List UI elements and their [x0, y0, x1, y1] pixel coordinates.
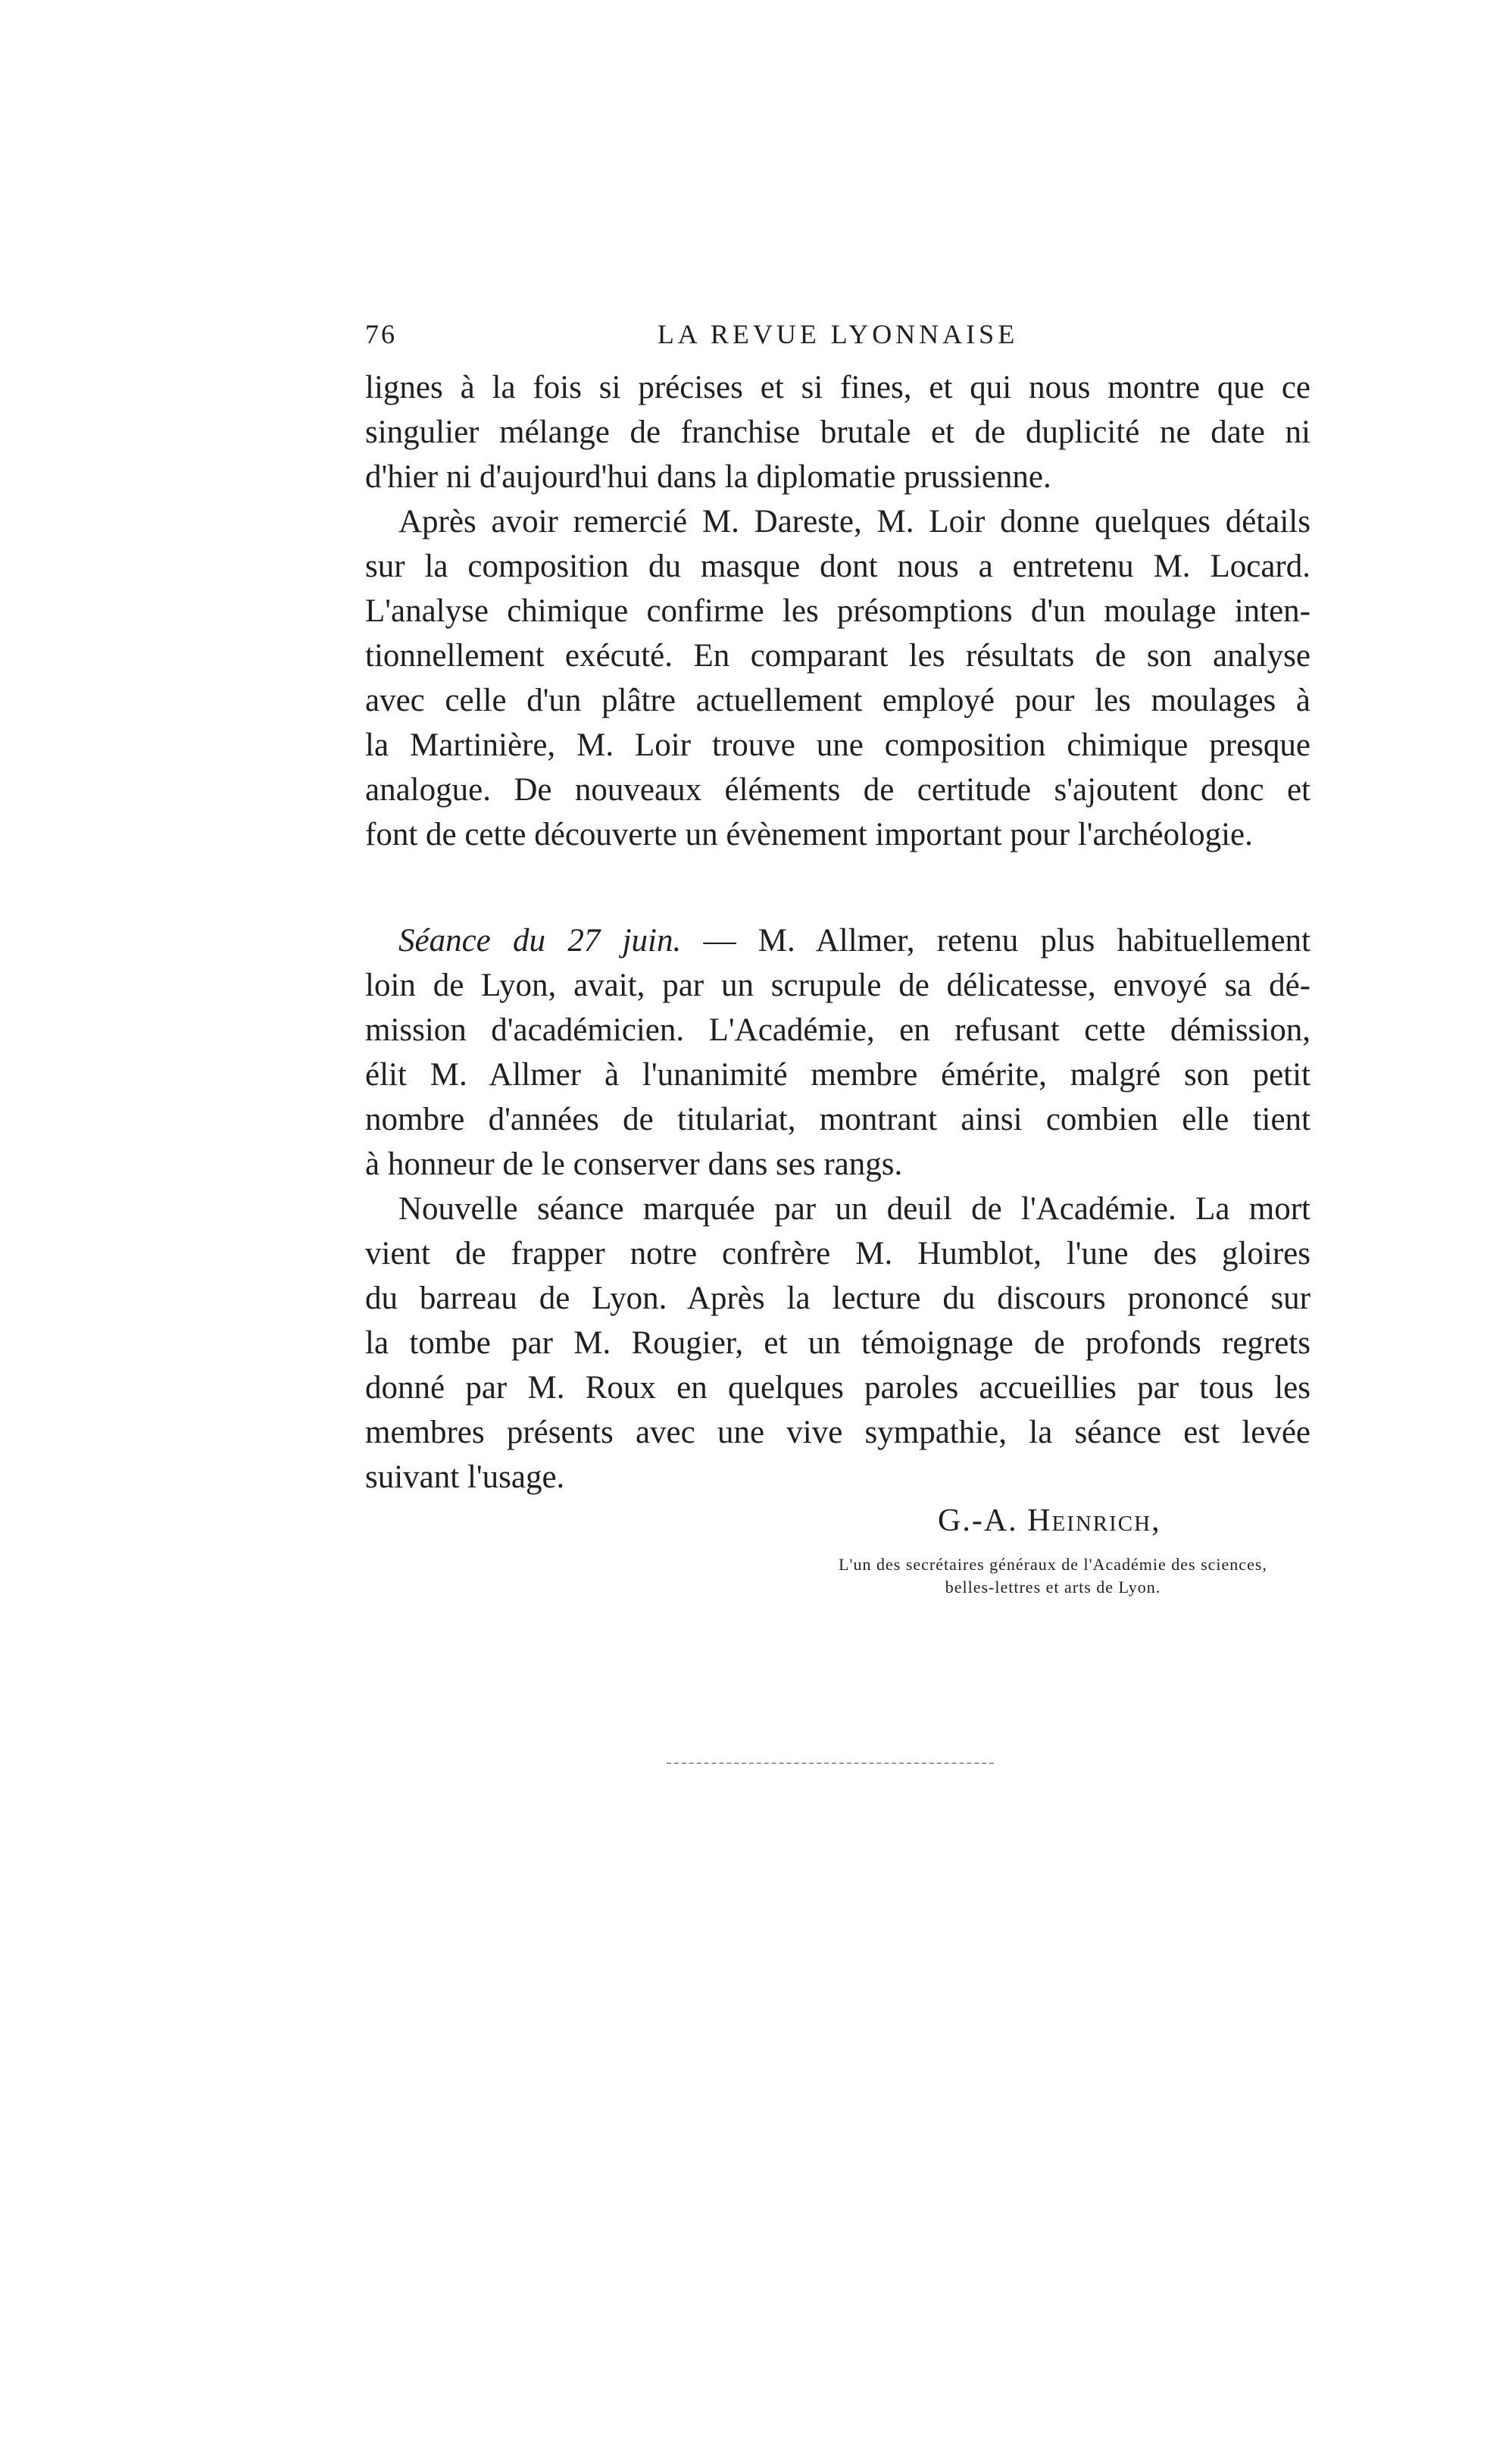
text-line: avec celle d'un plâtre actuellement employé pour les moulages à: [365, 683, 1311, 718]
text-line: membres présents avec une vive sympathie, la séance est levée: [365, 1415, 1311, 1450]
text-line: sur la composition du masque dont nous a entretenu M. Locard.: [365, 549, 1311, 584]
text-line: la Martinière, M. Loir trouve une composition chimique presque: [365, 727, 1311, 763]
text-line: nombre d'années de titulariat, montrant ainsi combien elle tient: [365, 1102, 1311, 1137]
author-surname: Heinrich: [1027, 1503, 1152, 1538]
running-head: [365, 318, 1311, 356]
text-line: la tombe par M. Rougier, et un témoignage de profonds regrets: [365, 1325, 1311, 1361]
text-line: loin de Lyon, avait, par un scrupule de délicatesse, envoyé sa dé-: [365, 968, 1311, 1003]
text-line: suivant l'usage.: [365, 1459, 565, 1495]
affiliation-line: L'un des secrétaires généraux de l'Académie des sciences,: [839, 1555, 1267, 1574]
text-line: d'hier ni d'aujourd'hui dans la diplomatie prussienne.: [365, 459, 1051, 495]
seance-date-label: Séance du 27 juin.: [398, 923, 682, 959]
text-line: Nouvelle séance marquée par un deuil de l'Académie. La mort: [398, 1191, 1311, 1227]
journal-title: LA REVUE LYONNAISE: [657, 319, 1019, 349]
seance-heading-line: [365, 918, 1311, 963]
author-affiliation: [788, 1553, 1318, 1599]
paragraph-continuation: [365, 365, 1311, 499]
text-line: analogue. De nouveaux éléments de certitude s'ajoutent donc et: [365, 772, 1311, 808]
text-line: L'analyse chimique confirme les présomptions d'un moulage inten-: [365, 593, 1311, 629]
text-line: vient de frapper notre confrère M. Humblot, l'une des gloires: [365, 1236, 1311, 1271]
text-line: singulier mélange de franchise brutale et de duplicité ne date ni: [365, 414, 1311, 450]
signature-comma: ,: [1151, 1503, 1161, 1538]
author-signature: [938, 1503, 1161, 1539]
text-line: à honneur de le conserver dans ses rangs.: [365, 1146, 903, 1182]
paragraph-seance-27-juin: [365, 918, 1311, 1187]
author-initials: G.-A.: [938, 1503, 1028, 1538]
text-line: mission d'académicien. L'Académie, en refusant cette démission,: [365, 1012, 1311, 1048]
text-line: Après avoir remercié M. Dareste, M. Loir donne quelques détails: [398, 504, 1311, 540]
paragraph-loir-analysis: [365, 499, 1311, 857]
seance-first-line-text: — M. Allmer, retenu plus habituellement: [681, 923, 1311, 959]
text-line: du barreau de Lyon. Après la lecture du discours prononcé sur: [365, 1281, 1311, 1316]
affiliation-line: belles-lettres et arts de Lyon.: [945, 1578, 1161, 1597]
section-end-rule: [667, 1762, 994, 1764]
page-number: 76: [365, 319, 397, 349]
paragraph-humblot: [365, 1187, 1311, 1500]
text-line: tionnellement exécuté. En comparant les résultats de son analyse: [365, 638, 1311, 674]
text-line: donné par M. Roux en quelques paroles accueillies par tous les: [365, 1370, 1311, 1406]
text-line: lignes à la fois si précises et si fines, et qui nous montre que ce: [365, 370, 1311, 405]
text-line: élit M. Allmer à l'unanimité membre émérite, malgré son petit: [365, 1057, 1311, 1093]
text-line: font de cette découverte un évènement important pour l'archéologie.: [365, 817, 1253, 852]
